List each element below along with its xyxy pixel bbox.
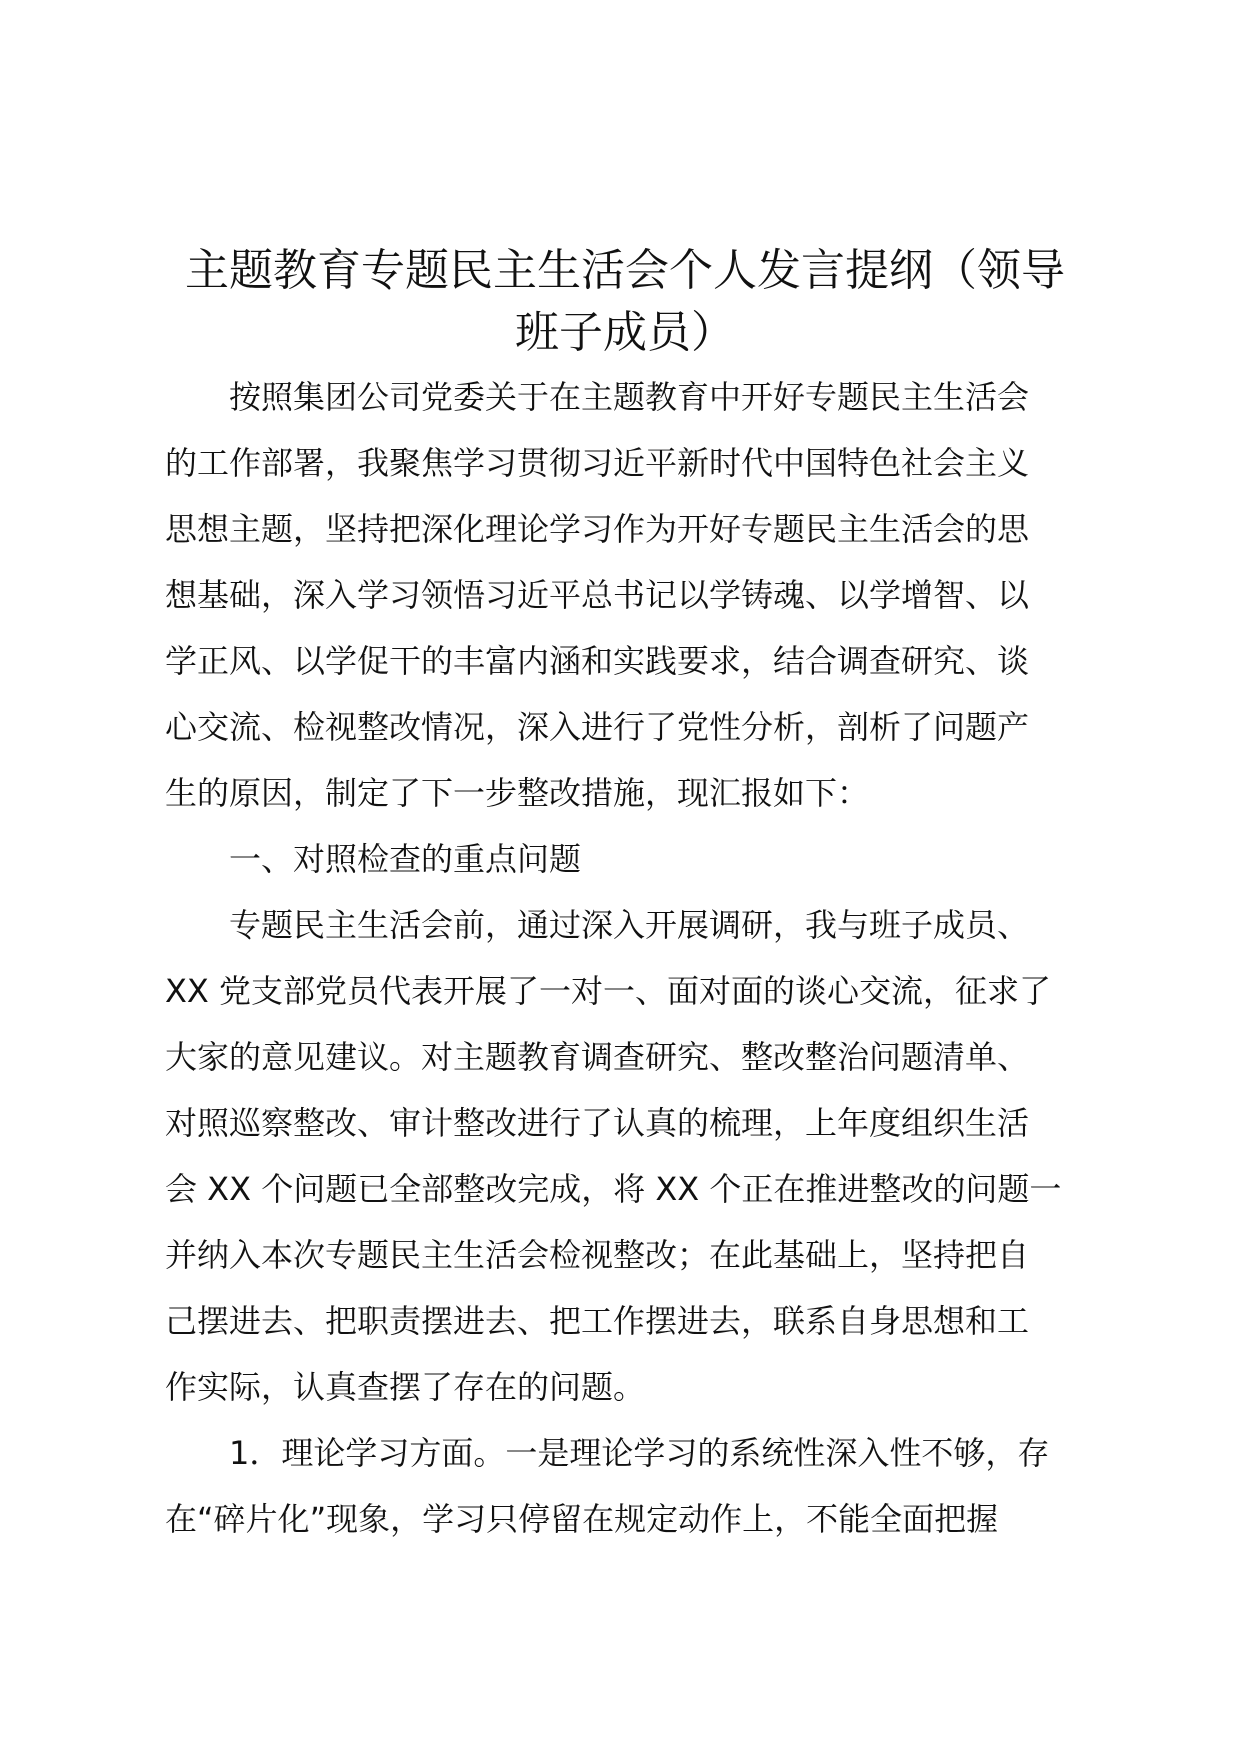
document-title	[165, 240, 1085, 364]
intro-line: 想基础，深入学习领悟习近平总书记以学铸魂、以学增智、以	[165, 576, 1030, 614]
intro-line: 的工作部署，我聚焦学习贯彻习近平新时代中国特色社会主义	[165, 444, 1030, 482]
section-1-line: 对照巡察整改、审计整改进行了认真的梳理，上年度组织生活	[165, 1104, 1030, 1142]
section-1-line: XX 党支部党员代表开展了一对一、面对面的谈心交流，征求了	[165, 972, 1052, 1010]
intro-line: 生的原因，制定了下一步整改措施，现汇报如下：	[165, 774, 870, 812]
section-1-heading: 一、对照检查的重点问题	[229, 840, 582, 878]
intro-line: 按照集团公司党委关于在主题教育中开好专题民主生活会	[229, 378, 1030, 416]
section-1-line: 大家的意见建议。对主题教育调查研究、整改整治问题清单、	[165, 1038, 1030, 1076]
section-1-paragraph	[165, 892, 1085, 1420]
title-line-1: 主题教育专题民主生活会个人发言提纲（领导	[185, 245, 1065, 296]
intro-line: 学正风、以学促干的丰富内涵和实践要求，结合调查研究、谈	[165, 642, 1030, 680]
section-1-line: 会 XX 个问题已全部整改完成，将 XX 个正在推进整改的问题一	[165, 1170, 1062, 1208]
intro-paragraph	[165, 364, 1085, 826]
section-1-line: 己摆进去、把职责摆进去、把工作摆进去，联系自身思想和工	[165, 1302, 1030, 1340]
intro-line: 思想主题，坚持把深化理论学习作为开好专题民主生活会的思	[165, 510, 1030, 548]
item-1-line: 在“碎片化”现象，学习只停留在规定动作上，不能全面把握	[165, 1500, 999, 1538]
section-1-line: 作实际，认真查摆了存在的问题。	[165, 1368, 646, 1406]
item-1-line: 1．理论学习方面。一是理论学习的系统性深入性不够，存	[229, 1434, 1050, 1472]
section-1-line: 并纳入本次专题民主生活会检视整改；在此基础上，坚持把自	[165, 1236, 1030, 1274]
intro-line: 心交流、检视整改情况，深入进行了党性分析，剖析了问题产	[165, 708, 1030, 746]
document-page	[165, 240, 1085, 1552]
item-1-paragraph	[165, 1420, 1085, 1552]
title-line-2: 班子成员）	[515, 307, 735, 358]
section-1-line: 专题民主生活会前，通过深入开展调研，我与班子成员、	[229, 906, 1030, 944]
